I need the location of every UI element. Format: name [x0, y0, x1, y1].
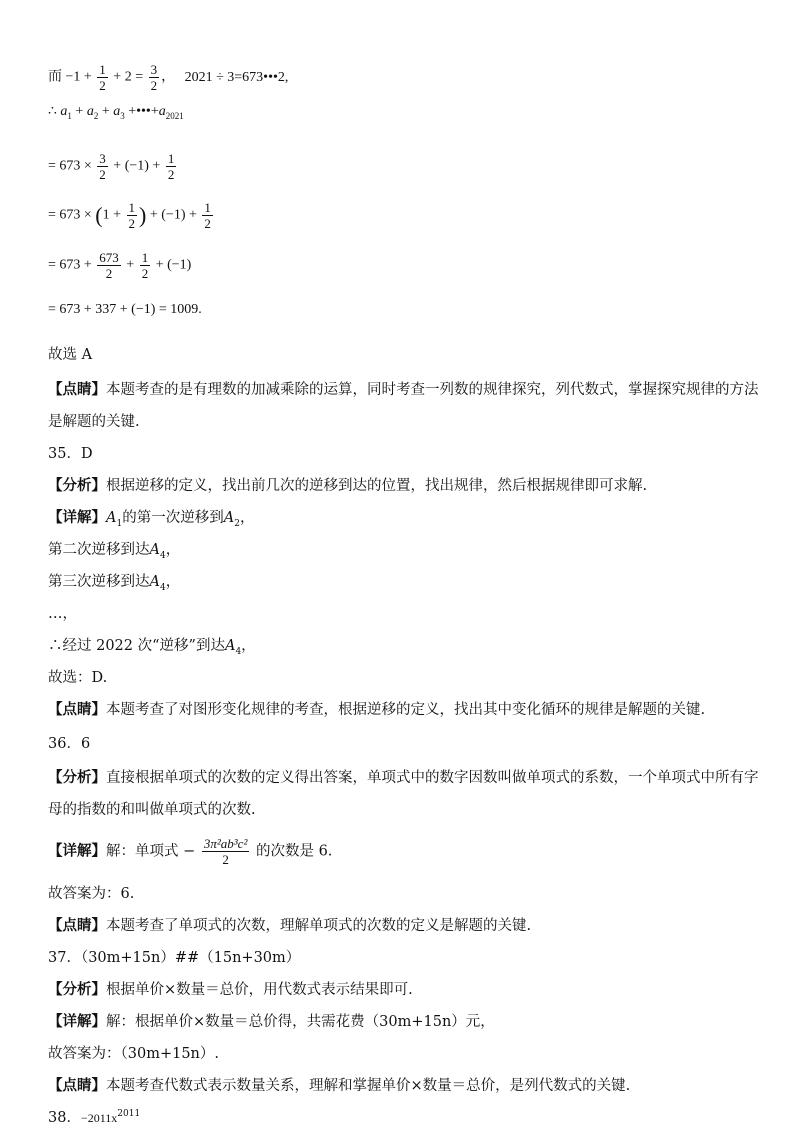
question-number: 35．D: [48, 446, 93, 462]
point-label: A: [224, 638, 236, 654]
punct: ，: [241, 638, 256, 654]
subscript: 4: [159, 550, 166, 561]
conclusion-text: ∴经过 2022 次“逆移”到达: [48, 638, 225, 654]
separator: ，: [161, 69, 176, 85]
point-label: A: [223, 510, 235, 526]
var-a: a: [86, 104, 94, 119]
step-text: 第三次逆移到达: [48, 574, 150, 590]
question-index: 38．: [48, 1109, 81, 1126]
comment-line: [48, 916, 531, 936]
var-a: a: [60, 104, 68, 119]
numerator: 673: [99, 250, 119, 265]
analysis-text: 根据逆移的定义，找出前几次的逆移到达的位置，找出规律，然后根据规律即可求解.: [106, 478, 648, 494]
denominator: 2: [105, 266, 113, 281]
expr-part: + (−1) +: [113, 158, 161, 174]
subscript: 4: [235, 646, 242, 657]
answer-expr: −2011x: [80, 1110, 118, 1125]
expr-part: = 673 ×: [48, 158, 92, 174]
comment-text: 本题考查代数式表示数量关系，理解和掌握单价×数量＝总价，是列代数式的关键.: [106, 1078, 631, 1094]
monomial-fraction: [202, 836, 249, 867]
denominator: 2: [141, 266, 149, 281]
numerator: 1: [204, 200, 211, 215]
comment-continuation: 是解题的关键.: [48, 414, 140, 430]
expr-part: + 2 =: [113, 69, 144, 85]
var-a: a: [113, 104, 121, 119]
var-a: a: [158, 104, 166, 119]
step-line: [48, 572, 180, 598]
detail-line: [48, 508, 254, 534]
plus: +: [75, 104, 84, 119]
denominator: 2: [150, 78, 158, 93]
fraction: [140, 250, 151, 281]
subscript: 4: [159, 582, 166, 593]
equation-line-3: [48, 151, 178, 182]
equation-line-6: = 673 + 337 + (−1) = 1009.: [48, 302, 202, 317]
expr-part: = 673 ×: [48, 207, 92, 223]
expr-part: 1 +: [102, 207, 122, 223]
subscript: 1: [67, 110, 72, 121]
ellipsis: +•••+: [128, 104, 159, 119]
section-tag: 【点睛】: [48, 701, 106, 718]
sum-line: [48, 102, 184, 126]
comment-line: [48, 1076, 630, 1096]
text-er: 而: [48, 69, 62, 85]
section-tag: 【详解】: [48, 509, 106, 526]
fraction: [97, 151, 108, 182]
equation-line-5: [48, 250, 191, 281]
comment-text: 本题考查了对图形变化规律的考查，根据逆移的定义，找出其中变化循环的规律是解题的关键.: [106, 702, 706, 718]
section-tag: 【点睛】: [48, 917, 106, 934]
numerator: 1: [167, 151, 175, 166]
point-label: A: [106, 510, 117, 526]
ellipsis-line: …，: [48, 606, 77, 622]
fraction: [202, 200, 213, 231]
question-number: [48, 1104, 140, 1128]
analysis-text: 直接根据单项式的次数的定义得出答案，单项式中的数字因数叫做单项式的系数，一个单项式中所有字: [106, 770, 759, 786]
numerator: 1: [99, 62, 106, 77]
equation-line-4: [48, 200, 215, 231]
detail-text: 的第一次逆移到: [122, 510, 224, 526]
fraction-three-halves: [149, 62, 160, 93]
division-expr: 2021 ÷ 3=673•••2,: [184, 69, 289, 85]
punct: ，: [165, 574, 181, 590]
detail-line: [48, 1012, 495, 1032]
comment-text: 本题考查的是有理数的加减乘除的运算，同时考查一列数的规律探究，列代数式，掌握探究规律的方法: [106, 382, 759, 398]
therefore-symbol: ∴: [48, 104, 57, 119]
conclusion-line: [48, 636, 256, 662]
denominator: 2: [167, 167, 175, 182]
plus: +: [101, 104, 110, 119]
denominator: 2: [128, 216, 136, 231]
question-number: 37．（30m+15n）##（15n+30m）: [48, 950, 301, 966]
subscript: 1: [116, 518, 123, 529]
fraction: [127, 200, 138, 231]
analysis-text: 根据单价×数量＝总价，用代数式表示结果即可.: [106, 982, 413, 998]
comment-text: 本题考查了单项式的次数，理解单项式的次数的定义是解题的关键.: [106, 918, 532, 934]
fraction: [166, 151, 177, 182]
fraction-one-half: [97, 62, 108, 93]
answer-line: 故答案为：6.: [48, 886, 135, 902]
detail-text: 解：根据单价×数量＝总价得，共需花费（30m+15n）元，: [106, 1014, 495, 1030]
section-tag: 【分析】: [48, 769, 106, 786]
paren-left: (: [95, 202, 103, 228]
answer-line: 故选 A: [48, 347, 93, 363]
denominator: 2: [99, 167, 106, 182]
comment-line: [48, 380, 759, 400]
numerator: 1: [141, 250, 149, 265]
detail-line: [48, 836, 332, 867]
point-label: A: [149, 542, 160, 558]
section-tag: 【分析】: [48, 981, 106, 998]
step-text: 第二次逆移到达: [48, 542, 150, 558]
expr-part: +: [126, 257, 135, 273]
equation-line-1: [48, 62, 288, 93]
section-tag: 【点睛】: [48, 381, 106, 398]
subscript: 2: [93, 110, 99, 121]
answer-line: 故选：D.: [48, 670, 108, 686]
analysis-continuation: 母的指数的和叫做单项式的次数.: [48, 802, 256, 818]
section-tag: 【分析】: [48, 477, 106, 494]
denominator: 2: [222, 852, 229, 867]
numerator: 1: [128, 200, 136, 215]
numerator: 3: [99, 151, 106, 166]
fraction: [97, 250, 121, 281]
numerator: 3π²ab³c²: [203, 836, 248, 851]
section-tag: 【详解】: [48, 1013, 106, 1030]
subscript: 2021: [165, 110, 184, 121]
numerator: 3: [150, 62, 158, 77]
subscript: 3: [120, 110, 125, 121]
expr-part: + (−1) +: [149, 207, 197, 223]
exponent: 2011: [117, 1109, 141, 1119]
expr-part: −1 +: [65, 69, 92, 85]
subscript: 2: [234, 518, 240, 529]
section-tag: 【点睛】: [48, 1077, 106, 1094]
punct: ，: [165, 542, 181, 558]
point-label: A: [149, 574, 160, 590]
analysis-line: [48, 476, 647, 496]
question-number: 36．6: [48, 736, 91, 752]
answer-line: 故答案为：（30m+15n）.: [48, 1046, 219, 1062]
comment-line: [48, 700, 705, 720]
expr-part: = 673 +: [48, 257, 92, 273]
paren-right: ): [139, 202, 147, 228]
analysis-line: [48, 768, 759, 788]
step-line: [48, 540, 180, 566]
expr-part: + (−1): [155, 257, 192, 273]
detail-text: 解：单项式 −: [106, 843, 196, 860]
denominator: 2: [99, 78, 106, 93]
punct: ，: [239, 510, 255, 526]
section-tag: 【详解】: [48, 842, 106, 860]
detail-text: 的次数是 6.: [255, 843, 333, 860]
analysis-line: [48, 980, 413, 1000]
denominator: 2: [204, 216, 211, 231]
